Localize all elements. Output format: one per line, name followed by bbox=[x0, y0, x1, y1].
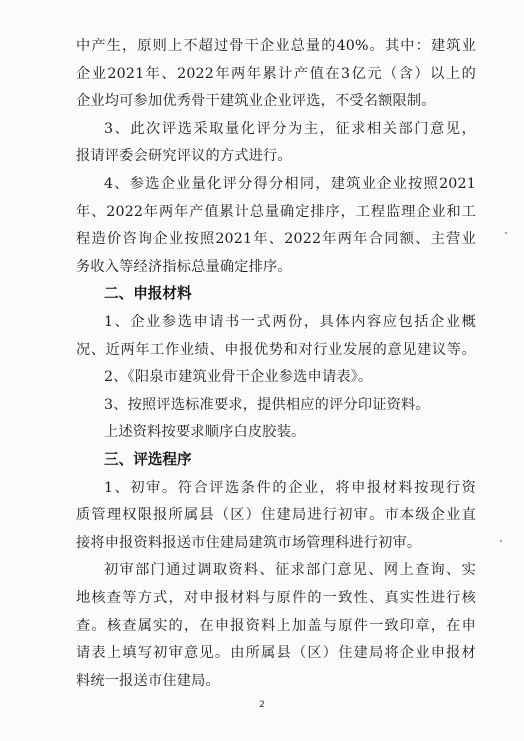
paragraph-line: 年、2022年两年产值累计总量确定排序，工程监理企业和工 bbox=[76, 203, 476, 220]
paragraph-line: 地核查等方式，对申报材料与原件的一致性、真实性进行核 bbox=[76, 590, 476, 606]
paragraph-line: 上述资料按要求顺序白皮胶装。 bbox=[104, 424, 306, 441]
paragraph-line: 请表上填写初审意见。由所属县（区）住建局将企业申报材 bbox=[76, 645, 476, 662]
scan-speck bbox=[505, 232, 507, 234]
paragraph-line: 程造价咨询企业按照2021年、2022年两年合同额、主营业 bbox=[76, 231, 476, 248]
page-number: 2 bbox=[259, 700, 265, 710]
section-heading: 二、申报材料 bbox=[104, 285, 192, 303]
paragraph-line: 1、初审。符合评选条件的企业，将申报材料按现行资 bbox=[104, 479, 476, 496]
paragraph-line: 务收入等经济指标总量确定排序。 bbox=[76, 258, 292, 275]
paragraph-line: 况、近两年工作业绩、申报优势和对行业发展的意见建议等。 bbox=[76, 341, 476, 358]
paragraph-line: 1、企业参选申请书一式两份，具体内容应包括企业概 bbox=[104, 314, 476, 330]
paragraph-line: 企业均可参加优秀骨干建筑业企业评选，不受名额限制。 bbox=[76, 93, 436, 110]
section-heading: 三、评选程序 bbox=[104, 451, 192, 468]
paragraph-line: 质管理权限报所属县（区）住建局进行初审。市本级企业直 bbox=[76, 507, 476, 524]
paragraph-line: 报请评委会研究评议的方式进行。 bbox=[76, 148, 292, 165]
paragraph-line: 中产生，原则上不超过骨干企业总量的40%。其中：建筑业 bbox=[76, 38, 476, 54]
paragraph-line: 初审部门通过调取资料、征求部门意见、网上查询、实 bbox=[104, 562, 476, 579]
paragraph-line: 企业2021年、2022年两年累计产值在3亿元（含）以上的 bbox=[76, 65, 476, 82]
paragraph-line: 料统一报送市住建局。 bbox=[76, 672, 220, 689]
paragraph-line: 查。核查属实的，在申报资料上加盖与原件一致印章，在申 bbox=[76, 617, 476, 634]
paragraph-line: 接将申报资料报送市住建局建筑市场管理科进行初审。 bbox=[76, 534, 422, 551]
paragraph-line: 3、此次评选采取量化评分为主，征求相关部门意见， bbox=[104, 120, 476, 137]
scan-speck bbox=[500, 540, 502, 542]
paragraph-line: 3、按照评选标准要求，提供相应的评分印证资料。 bbox=[104, 396, 430, 413]
paragraph-line: 4、参选企业量化评分得分相同，建筑业企业按照2021 bbox=[104, 176, 476, 192]
paragraph-line: 2、《阳泉市建筑业骨干企业参选申请表》。 bbox=[104, 369, 373, 386]
